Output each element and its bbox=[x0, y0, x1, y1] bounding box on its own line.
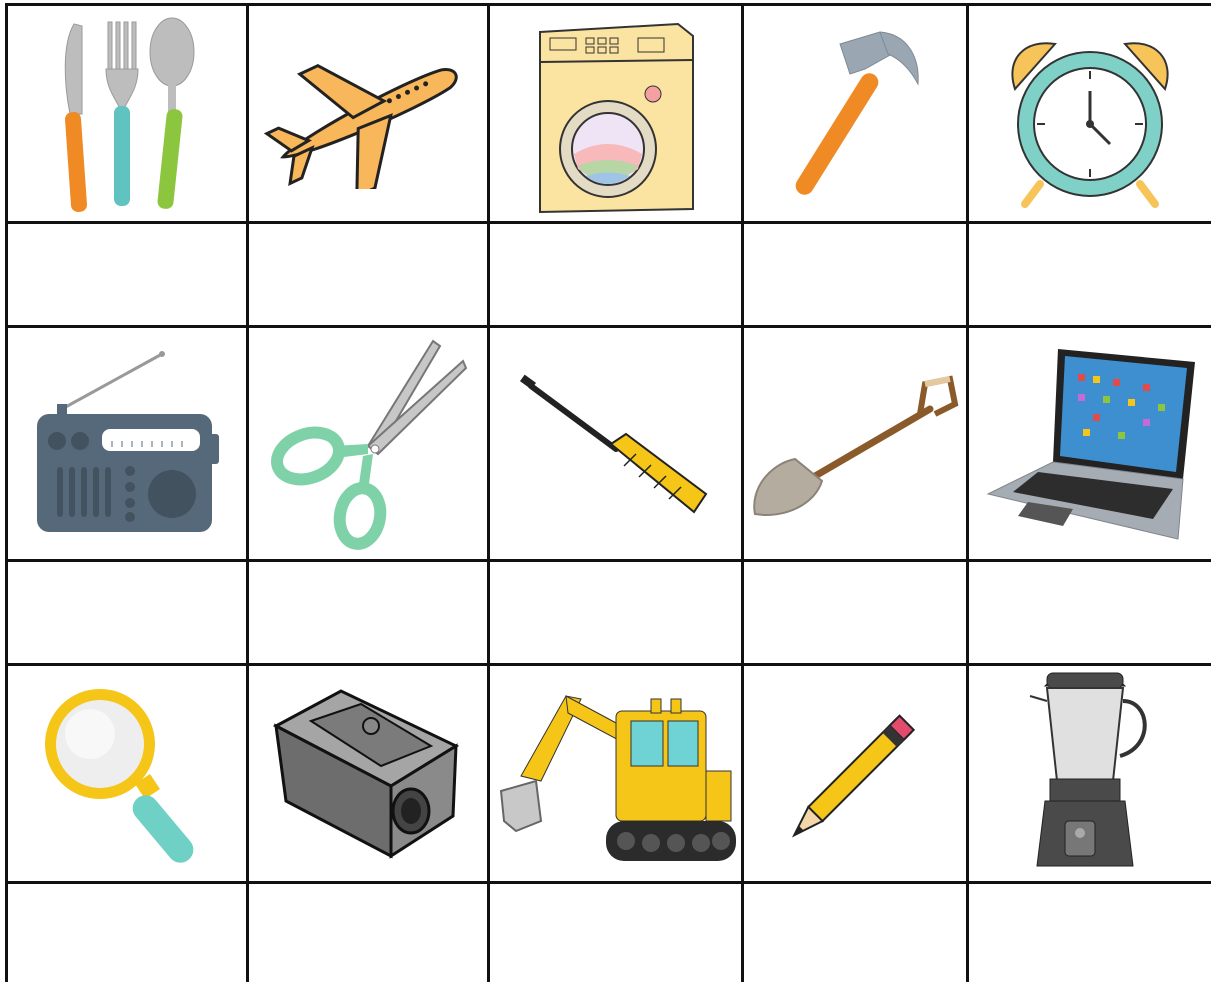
label-cell bbox=[8, 884, 246, 982]
picture-cell-excavator bbox=[490, 666, 741, 881]
picture-cell-pencil-sharpener bbox=[249, 666, 487, 881]
picture-cell-pencil bbox=[744, 666, 966, 881]
hammer-icon bbox=[780, 24, 930, 204]
picture-cell-magnifying-glass bbox=[8, 666, 246, 881]
picture-cell-alarm-clock bbox=[969, 6, 1211, 221]
excavator-icon bbox=[496, 681, 736, 866]
picture-cell-airplane bbox=[249, 6, 487, 221]
label-cell bbox=[8, 224, 246, 325]
picture-cell-shovel bbox=[744, 328, 966, 559]
airplane-icon bbox=[263, 39, 473, 189]
label-cell bbox=[490, 562, 741, 663]
picture-cell-washing-machine bbox=[490, 6, 741, 221]
picture-cell-blender bbox=[969, 666, 1211, 881]
scissors-icon bbox=[268, 336, 468, 551]
label-cell bbox=[969, 884, 1211, 982]
picture-cell-hammer bbox=[744, 6, 966, 221]
label-cell bbox=[249, 562, 487, 663]
label-cell bbox=[8, 562, 246, 663]
pencil-sharpener-icon bbox=[271, 686, 466, 861]
picture-cell-screwdriver bbox=[490, 328, 741, 559]
washing-machine-icon bbox=[528, 14, 703, 214]
blender-icon bbox=[1025, 671, 1155, 876]
shovel-icon bbox=[750, 369, 960, 519]
picture-cell-laptop bbox=[969, 328, 1211, 559]
radio-icon bbox=[32, 349, 222, 539]
cutlery-icon bbox=[52, 14, 202, 214]
picture-cell-radio bbox=[8, 328, 246, 559]
laptop-icon bbox=[983, 344, 1198, 544]
magnifying-glass-icon bbox=[35, 679, 220, 869]
picture-cell-scissors bbox=[249, 328, 487, 559]
label-cell bbox=[490, 884, 741, 982]
picture-cell-cutlery bbox=[8, 6, 246, 221]
label-cell bbox=[969, 224, 1211, 325]
screwdriver-icon bbox=[516, 364, 716, 524]
alarm-clock-icon bbox=[995, 19, 1185, 209]
label-cell bbox=[744, 224, 966, 325]
label-cell bbox=[249, 224, 487, 325]
label-cell bbox=[490, 224, 741, 325]
label-cell bbox=[744, 884, 966, 982]
pencil-icon bbox=[768, 686, 943, 861]
label-cell bbox=[249, 884, 487, 982]
label-cell bbox=[969, 562, 1211, 663]
label-cell bbox=[744, 562, 966, 663]
